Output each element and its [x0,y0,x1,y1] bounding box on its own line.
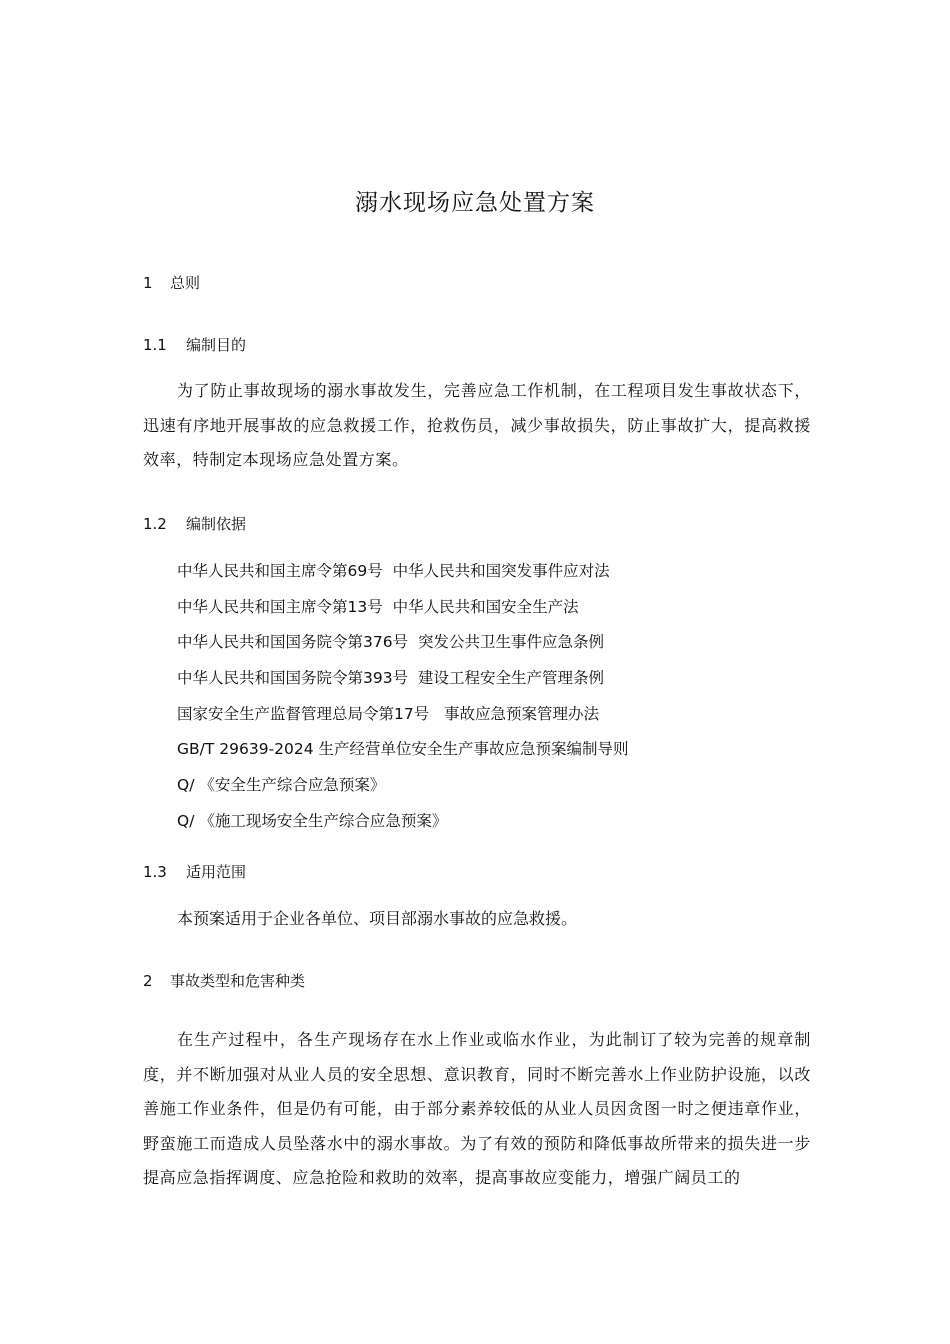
section-1-heading [143,272,200,293]
scope-paragraph: 本预案适用于企业各单位、项目部溺水事故的应急救援。 [177,909,578,928]
list-item: Q/ 《安全生产综合应急预案》 [177,776,386,795]
section-2-heading [143,970,305,991]
document-title: 溺水现场应急处置方案 [355,190,595,216]
section-title: 总则 [170,274,201,292]
section-title: 适用范围 [186,863,247,881]
section-1-3-heading [143,861,246,882]
section-1-2-heading [143,513,246,534]
section-title: 编制依据 [186,515,247,533]
list-item: 中华人民共和国主席令第13号 中华人民共和国安全生产法 [177,597,579,616]
purpose-paragraph: 为了防止事故现场的溺水事故发生，完善应急工作机制，在工程项目发生事故状态下，迅速有序地开展事故的应急救援工作，抢救伤员，减少事故损失，防止事故扩大，提高救援效率，特制定本现场应急处置方案。 [143,381,811,469]
list-item: 国家安全生产监督管理总局令第17号 事故应急预案管理办法 [177,704,600,723]
list-item: 中华人民共和国国务院令第376号 突发公共卫生事件应急条例 [177,633,604,652]
list-item: Q/ 《施工现场安全生产综合应急预案》 [177,811,448,830]
section-title: 事故类型和危害种类 [170,972,306,990]
accident-type-paragraph: 在生产过程中，各生产现场存在水上作业或临水作业，为此制订了较为完善的规章制度，并不断加强对从业人员的安全思想、意识教育，同时不断完善水上作业防护设施，以改善施工作业条件，但是仍有可能，由于部分素养较低的从业人员因贪图一时之便违章作业，野蛮施工而造成人员坠落水中的溺水事故。为了有效的预防和降低事故所带来的损失进一步提高应急指挥调度、应急抢险和救助的效率，提高事故应变能力，增强广阔员工的 [143,1030,811,1187]
list-item: GB/T 29639-2024 生产经营单位安全生产事故应急预案编制导则 [177,740,629,759]
section-1-1-heading [143,334,246,355]
section-number: 2 [143,972,153,990]
basis-list [177,557,629,843]
section-number: 1.1 [143,336,167,354]
list-item: 中华人民共和国主席令第69号 中华人民共和国突发事件应对法 [177,562,610,580]
section-number: 1 [143,274,153,292]
section-number: 1.2 [143,515,167,533]
section-number: 1.3 [143,863,167,881]
section-title: 编制目的 [186,336,247,354]
list-item: 中华人民共和国国务院令第393号 建设工程安全生产管理条例 [177,669,604,688]
